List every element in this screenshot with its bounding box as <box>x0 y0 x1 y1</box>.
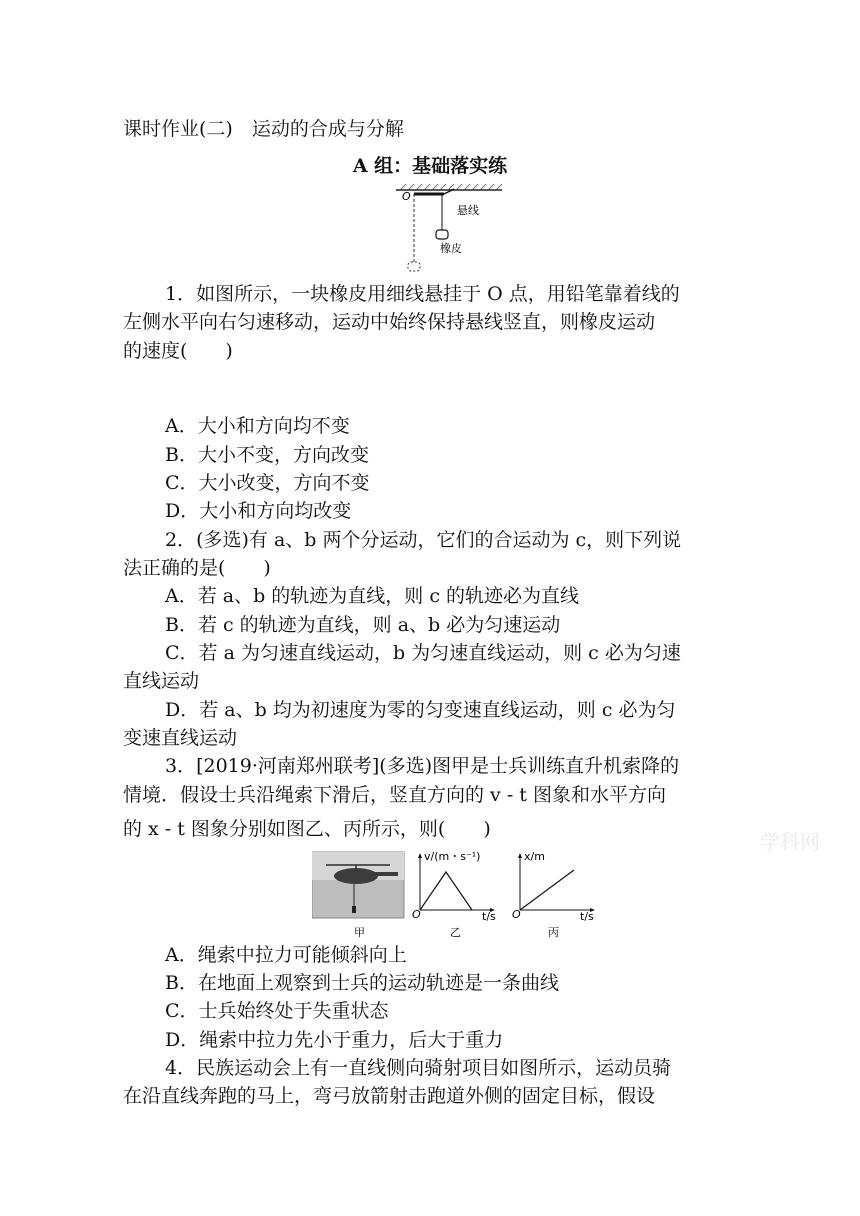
q1-option-b: B．大小不变，方向改变 <box>165 444 369 466</box>
pendulum-figure <box>392 182 512 278</box>
xt-graph <box>512 850 595 939</box>
point-o-label: O <box>402 190 411 203</box>
q3-option-a: A．绳索中拉力可能倾斜向上 <box>165 944 407 966</box>
q4-line2: 在沿直线奔跑的马上，弯弓放箭射击跑道外侧的固定目标，假设 <box>123 1085 656 1107</box>
q3-line1: 3．[2019·河南郑州联考](多选)图甲是士兵训练直升机索降的 <box>165 755 680 777</box>
helicopter-graphs-figure <box>312 848 602 940</box>
label-jia: 甲 <box>354 926 365 939</box>
soldier-icon <box>352 906 356 913</box>
xt-line <box>520 870 574 910</box>
xt-y-axis-label: x/m <box>524 850 545 863</box>
q2-option-c-line1: C．若 a 为匀速直线运动，b 为匀速直线运动，则 c 必为匀速 <box>165 642 681 664</box>
q2-option-b: B．若 c 的轨迹为直线，则 a、b 必为匀速运动 <box>165 614 561 636</box>
eraser-label: 橡皮 <box>440 242 462 255</box>
q2-option-d-line1: D．若 a、b 均为初速度为零的匀变速直线运动，则 c 必为匀 <box>165 699 676 721</box>
pendulum-diagram <box>392 182 512 278</box>
q3-option-b: B．在地面上观察到士兵的运动轨迹是一条曲线 <box>165 972 559 994</box>
xt-x-axis-label: t/s <box>580 910 594 923</box>
string-label: 悬线 <box>457 204 479 217</box>
group-title: A 组：基础落实练 <box>352 155 508 177</box>
xt-origin: O <box>512 908 521 921</box>
q3-option-d: D．绳索中拉力先小于重力，后大于重力 <box>165 1029 504 1051</box>
helicopter-icon <box>334 868 378 884</box>
q2-option-a: A．若 a、b 的轨迹为直线，则 c 的轨迹必为直线 <box>165 585 580 607</box>
label-yi: 乙 <box>450 926 461 939</box>
q2-option-c-line2: 直线运动 <box>123 670 200 692</box>
vt-line <box>420 872 472 910</box>
watermark: 学科网 <box>760 830 820 854</box>
q1-line2: 左侧水平向右匀速移动，运动中始终保持悬线竖直，则橡皮运动 <box>123 311 656 333</box>
helicopter-graphs-diagram <box>312 848 602 940</box>
q1-option-a: A．大小和方向均不变 <box>165 415 350 437</box>
q1-option-d: D．大小和方向均改变 <box>165 500 352 522</box>
vt-graph <box>412 850 496 939</box>
q1-option-c: C．大小改变，方向不变 <box>165 472 370 494</box>
q3-line3: 的 x - t 图象分别如图乙、丙所示，则( ) <box>123 818 491 840</box>
vt-y-axis-label: v/(m・s⁻¹) <box>424 850 481 863</box>
q4-line1: 4．民族运动会上有一直线侧向骑射项目如图所示，运动员骑 <box>165 1057 672 1079</box>
q2-line2: 法正确的是( ) <box>123 557 271 579</box>
vt-origin: O <box>412 908 421 921</box>
q1-line3: 的速度( ) <box>123 340 233 362</box>
q3-line2: 情境．假设士兵沿绳索下滑后，竖直方向的 v - t 图象和水平方向 <box>123 784 666 806</box>
q2-line1: 2．(多选)有 a、b 两个分运动，它们的合运动为 c，则下列说 <box>165 529 682 551</box>
vt-x-axis-label: t/s <box>482 910 496 923</box>
q2-option-d-line2: 变速直线运动 <box>123 727 238 749</box>
page-title: 课时作业(二) 运动的合成与分解 <box>123 118 404 140</box>
label-bing: 丙 <box>548 926 559 939</box>
q1-line1: 1．如图所示，一块橡皮用细线悬挂于 O 点，用铅笔靠着线的 <box>165 283 680 305</box>
q3-option-c: C．士兵始终处于失重状态 <box>165 1000 389 1022</box>
